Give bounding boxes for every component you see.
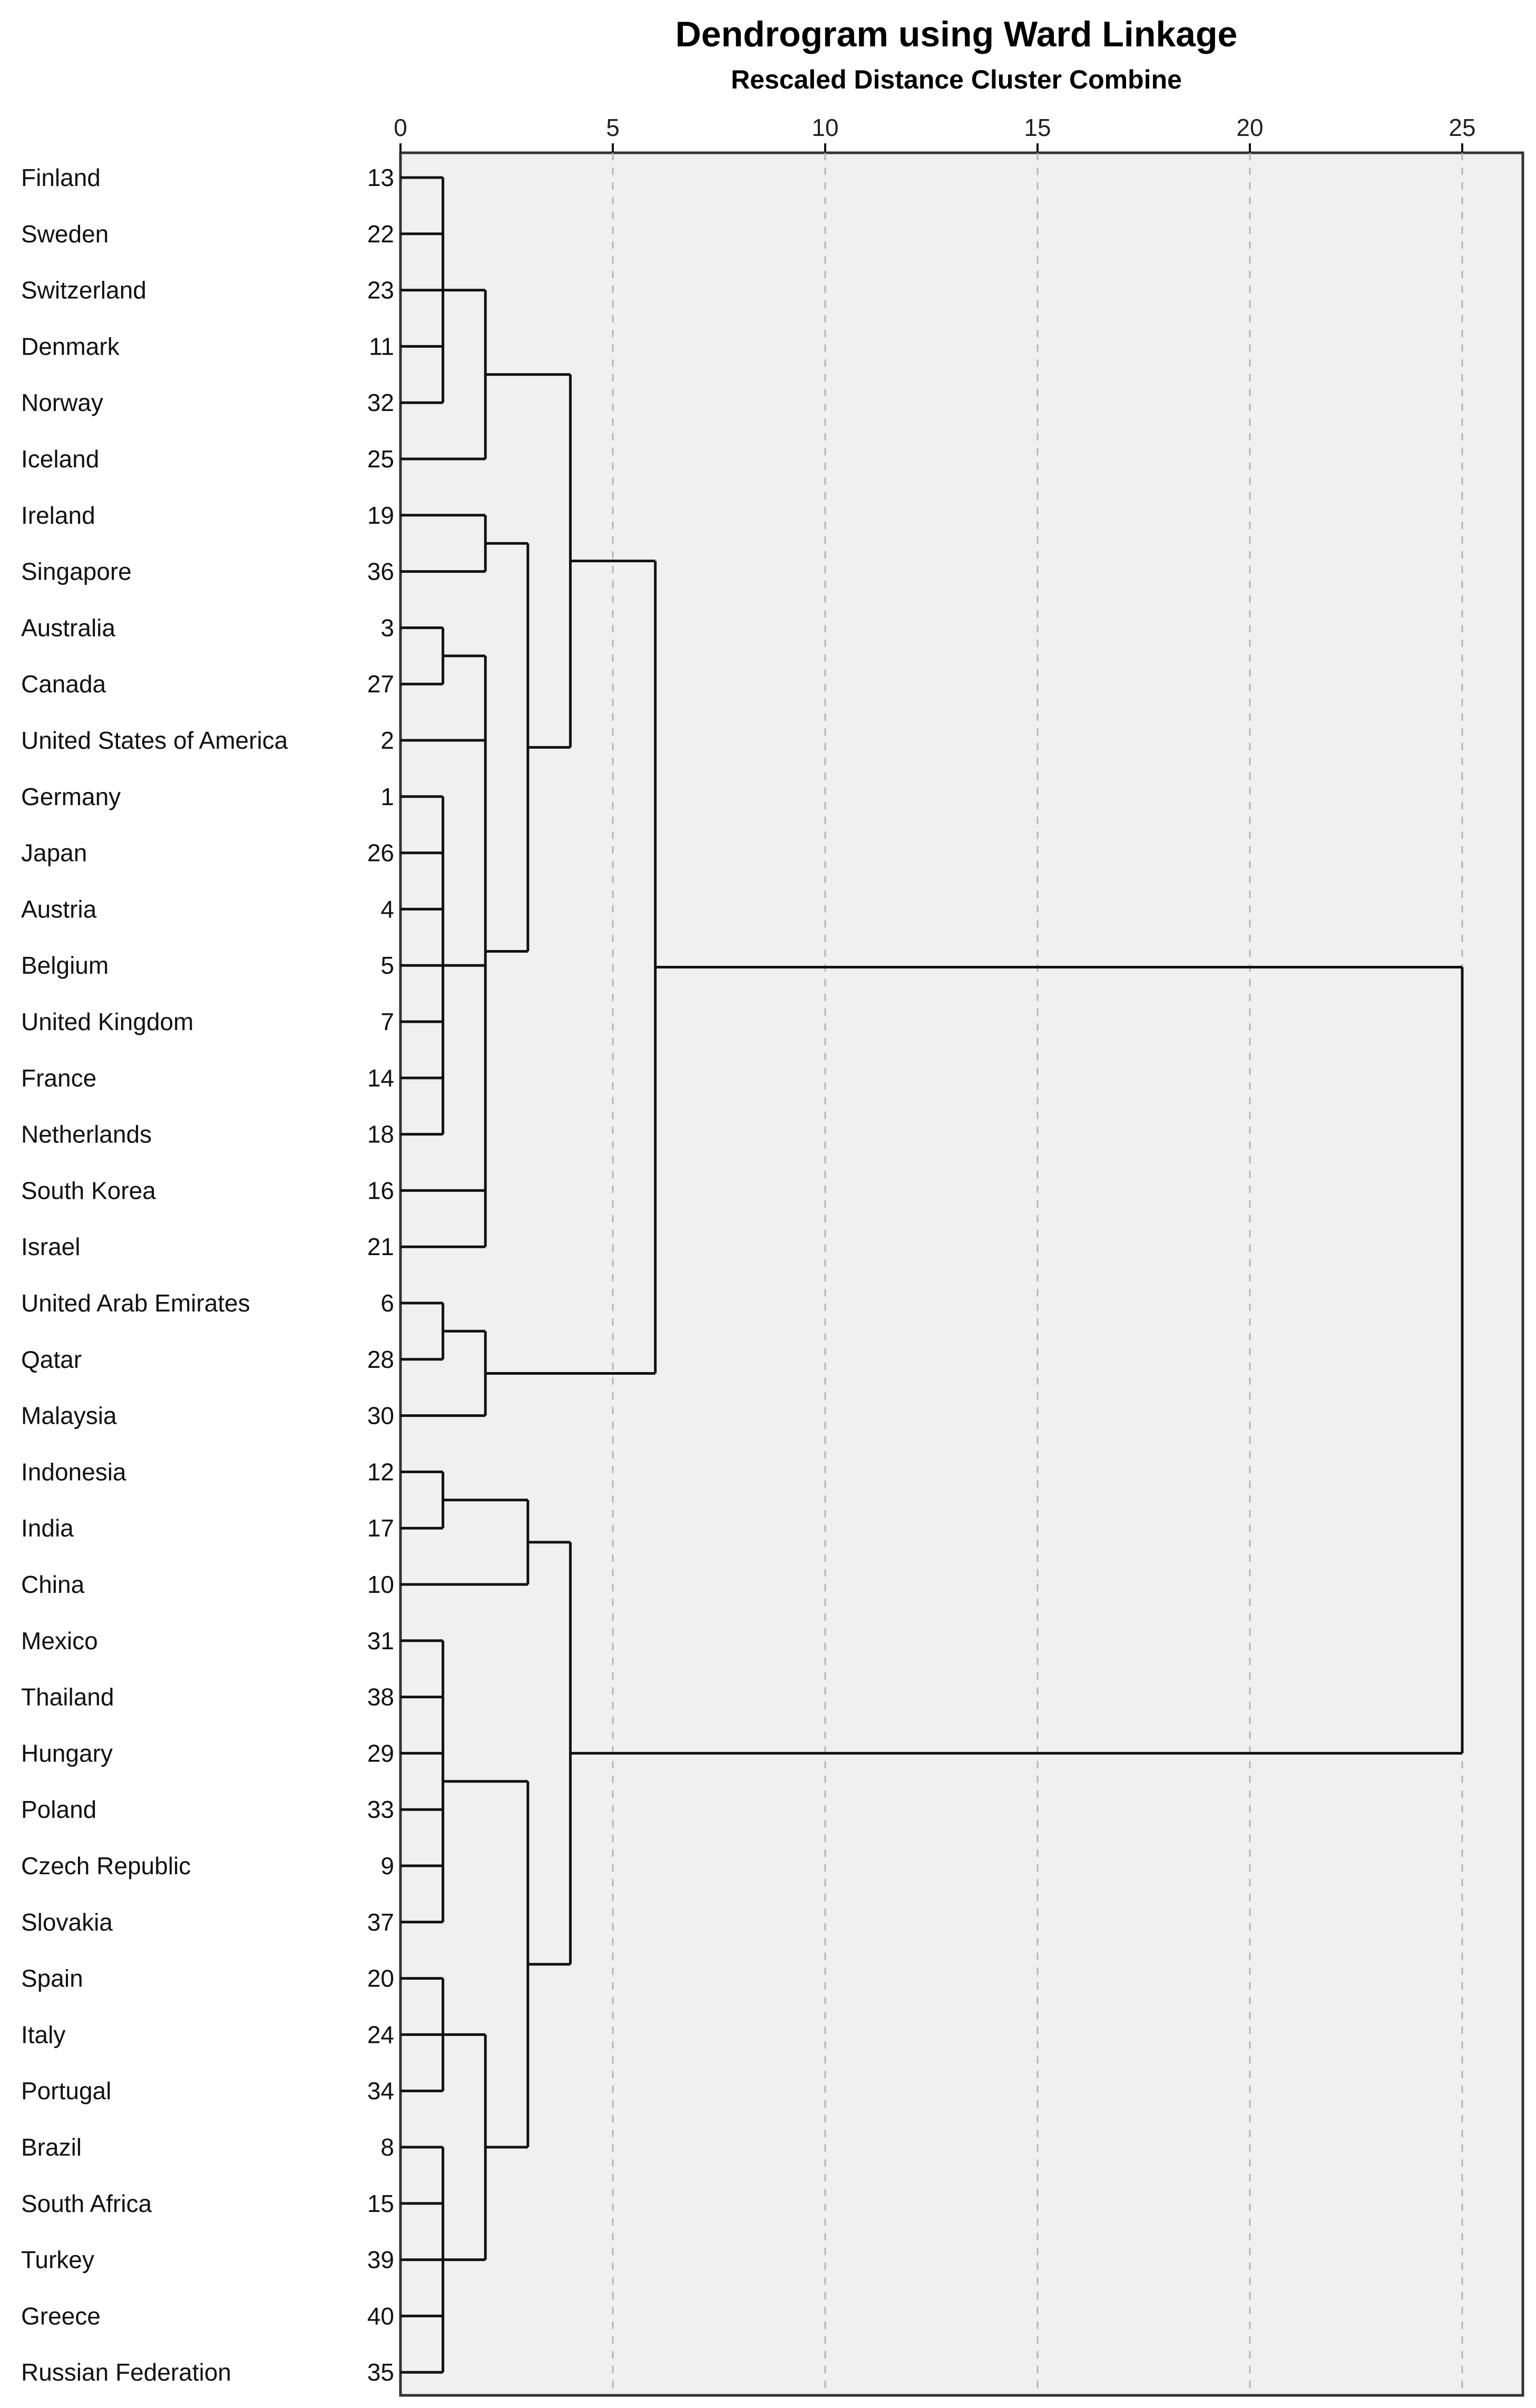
chart-title: Dendrogram using Ward Linkage <box>675 14 1238 54</box>
x-tick-label: 15 <box>1024 114 1051 141</box>
leaf-labels <box>21 164 394 2386</box>
leaf-id: 5 <box>380 952 394 980</box>
leaf-label: Sweden <box>21 220 109 248</box>
leaf-id: 26 <box>367 839 394 867</box>
leaf-id: 15 <box>367 2189 394 2217</box>
leaf-label: Finland <box>21 164 101 191</box>
leaf-label: Brazil <box>21 2133 82 2161</box>
leaf-id: 9 <box>380 1852 394 1880</box>
leaf-label: Ireland <box>21 501 95 529</box>
leaf-label: Czech Republic <box>21 1852 191 1880</box>
leaf-label: United Arab Emirates <box>21 1289 250 1317</box>
leaf-label: Poland <box>21 1796 97 1824</box>
leaf-id: 40 <box>367 2302 394 2330</box>
leaf-label: Netherlands <box>21 1120 152 1148</box>
leaf-id: 17 <box>367 1514 394 1542</box>
leaf-id: 37 <box>367 1908 394 1936</box>
leaf-label: Israel <box>21 1233 81 1261</box>
leaf-label: China <box>21 1571 85 1598</box>
leaf-label: Russian Federation <box>21 2358 231 2386</box>
leaf-label: Singapore <box>21 557 132 585</box>
leaf-label: Mexico <box>21 1627 98 1655</box>
leaf-id: 4 <box>380 895 394 923</box>
leaf-id: 36 <box>367 557 394 585</box>
leaf-label: South Africa <box>21 2189 152 2217</box>
x-tick-label: 0 <box>394 114 407 141</box>
leaf-id: 21 <box>367 1233 394 1261</box>
x-tick-label: 10 <box>811 114 839 141</box>
leaf-id: 11 <box>369 332 394 360</box>
leaf-id: 18 <box>367 1120 394 1148</box>
leaf-id: 1 <box>380 782 394 810</box>
leaf-id: 31 <box>367 1627 394 1655</box>
leaf-id: 7 <box>380 1008 394 1035</box>
leaf-id: 12 <box>367 1458 394 1486</box>
leaf-label: Belgium <box>21 952 109 980</box>
leaf-id: 20 <box>367 1964 394 1992</box>
leaf-id: 32 <box>367 389 394 417</box>
leaf-label: Thailand <box>21 1683 114 1711</box>
leaf-label: Hungary <box>21 1739 113 1767</box>
leaf-label: Greece <box>21 2302 101 2330</box>
leaf-label: Malaysia <box>21 1402 117 1430</box>
leaf-id: 29 <box>367 1739 394 1767</box>
x-tick-label: 5 <box>606 114 620 141</box>
leaf-id: 30 <box>367 1402 394 1430</box>
leaf-id: 34 <box>367 2077 394 2105</box>
chart-subtitle: Rescaled Distance Cluster Combine <box>731 65 1182 94</box>
leaf-id: 35 <box>367 2358 394 2386</box>
leaf-id: 3 <box>380 614 394 642</box>
plot-area <box>400 153 1523 2395</box>
leaf-id: 6 <box>380 1289 394 1317</box>
leaf-label: Iceland <box>21 445 100 473</box>
x-axis <box>394 114 1475 153</box>
leaf-id: 27 <box>367 670 394 698</box>
leaf-label: Slovakia <box>21 1908 113 1936</box>
leaf-id: 19 <box>367 501 394 529</box>
leaf-id: 10 <box>367 1571 394 1598</box>
leaf-id: 8 <box>380 2133 394 2161</box>
x-tick-label: 20 <box>1236 114 1264 141</box>
leaf-label: Norway <box>21 389 103 417</box>
leaf-label: Canada <box>21 670 106 698</box>
leaf-label: France <box>21 1064 97 1092</box>
leaf-id: 14 <box>367 1064 394 1092</box>
leaf-id: 33 <box>367 1796 394 1824</box>
leaf-label: India <box>21 1514 74 1542</box>
leaf-label: Italy <box>21 2021 66 2049</box>
leaf-id: 16 <box>367 1177 394 1205</box>
leaf-label: Germany <box>21 782 121 810</box>
leaf-label: Qatar <box>21 1345 82 1373</box>
leaf-id: 24 <box>367 2021 394 2049</box>
leaf-label: Denmark <box>21 332 120 360</box>
leaf-id: 22 <box>367 220 394 248</box>
leaf-label: Japan <box>21 839 87 867</box>
leaf-label: Spain <box>21 1964 83 1992</box>
leaf-id: 38 <box>367 1683 394 1711</box>
leaf-label: Australia <box>21 614 115 642</box>
leaf-id: 39 <box>367 2246 394 2274</box>
leaf-label: Portugal <box>21 2077 112 2105</box>
leaf-id: 25 <box>367 445 394 473</box>
leaf-id: 23 <box>367 276 394 304</box>
leaf-id: 13 <box>367 164 394 191</box>
x-tick-label: 25 <box>1449 114 1476 141</box>
leaf-label: Austria <box>21 895 97 923</box>
leaf-label: South Korea <box>21 1177 156 1205</box>
leaf-label: Switzerland <box>21 276 146 304</box>
leaf-label: Turkey <box>21 2246 94 2274</box>
leaf-label: United States of America <box>21 727 288 754</box>
leaf-label: Indonesia <box>21 1458 126 1486</box>
leaf-id: 28 <box>367 1345 394 1373</box>
leaf-id: 2 <box>380 727 394 754</box>
leaf-label: United Kingdom <box>21 1008 194 1035</box>
